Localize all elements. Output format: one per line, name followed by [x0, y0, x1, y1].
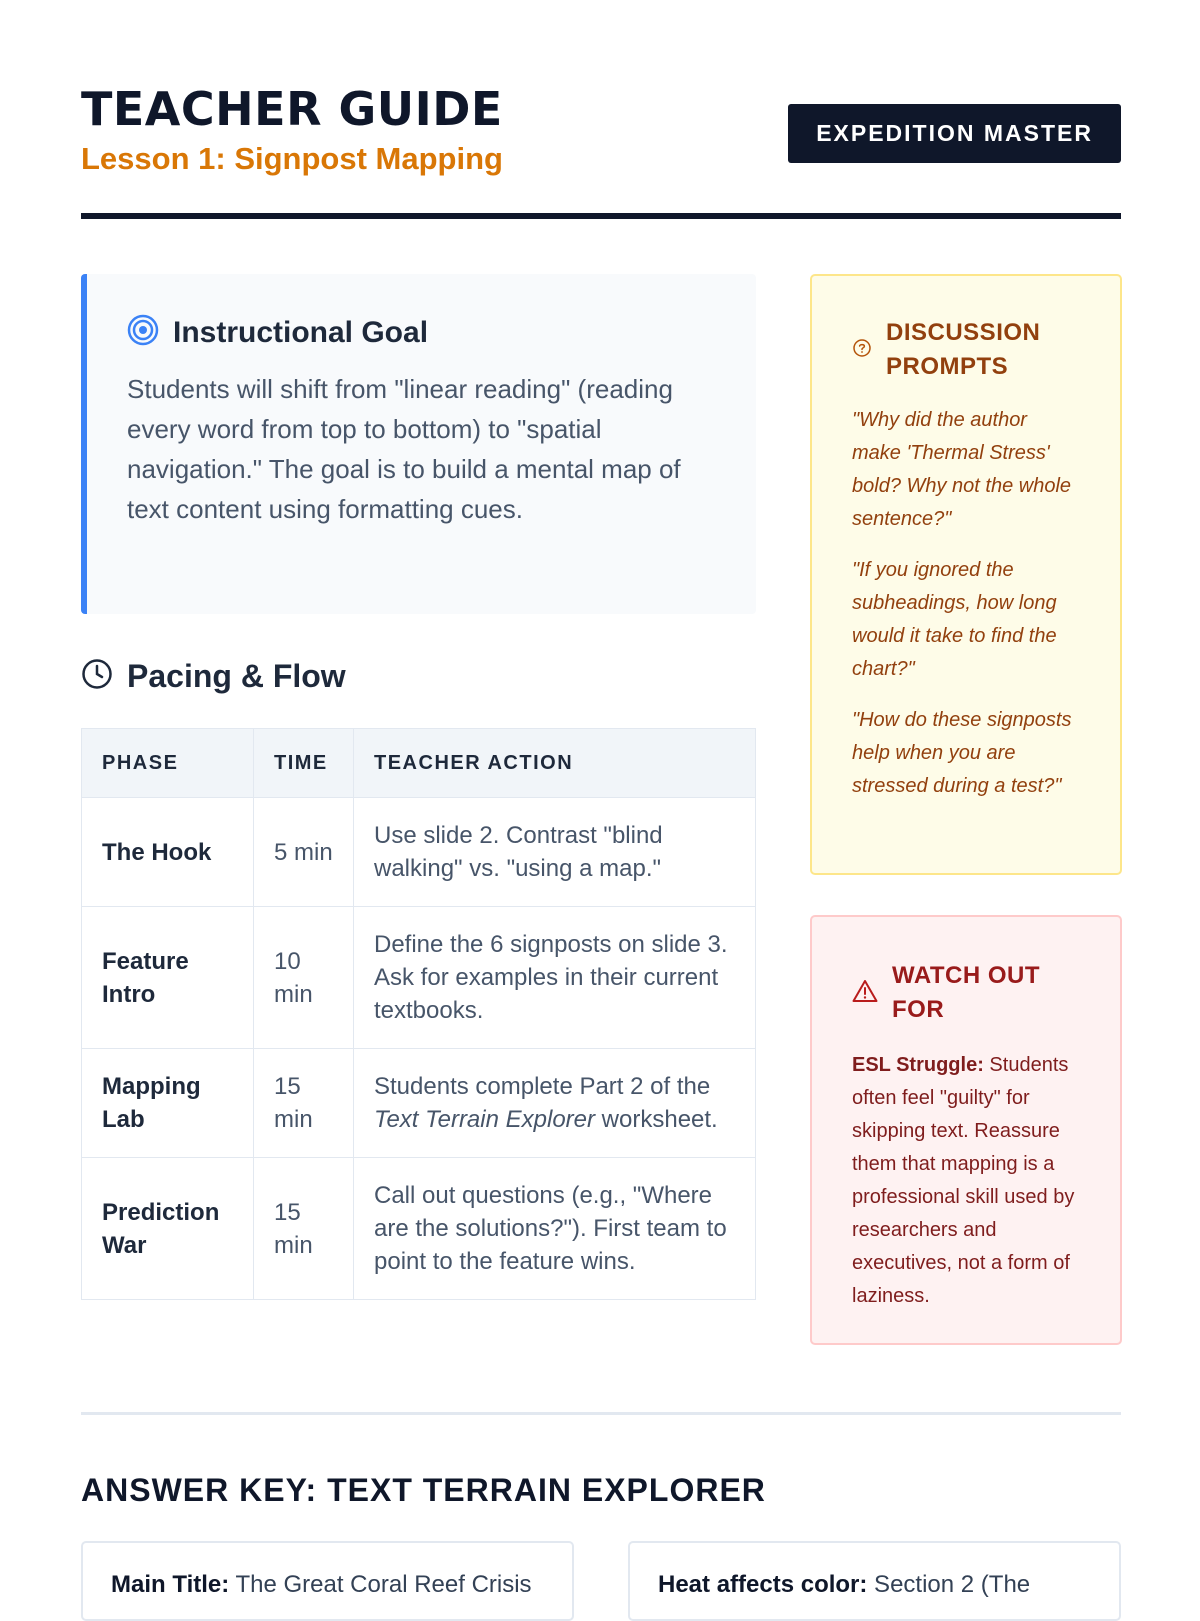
- action-text: worksheet.: [595, 1106, 718, 1133]
- warning-triangle-icon: [852, 979, 878, 1008]
- watch-out-header: [852, 959, 1080, 1027]
- section-divider: [81, 1412, 1121, 1415]
- discussion-prompts-header: [852, 316, 1080, 384]
- page-header: [81, 82, 1121, 178]
- pacing-header: [81, 658, 346, 695]
- table-row: [82, 798, 756, 907]
- discussion-prompt: "If you ignored the subheadings, how long would it take to find the chart?": [852, 559, 1057, 680]
- watch-out-panel: [810, 915, 1122, 1345]
- column-header-phase: PHASE: [82, 729, 254, 798]
- phase-cell: Feature Intro: [82, 907, 254, 1049]
- answer-label: Main Title:: [111, 1571, 230, 1598]
- lesson-subtitle: Lesson 1: Signpost Mapping: [81, 141, 503, 176]
- esl-struggle-label: ESL Struggle:: [852, 1054, 984, 1076]
- column-header-time: TIME: [254, 729, 354, 798]
- pacing-table: [81, 728, 756, 1300]
- instructional-goal-heading: Instructional Goal: [173, 315, 429, 349]
- action-cell: [354, 1049, 756, 1158]
- phase-cell: Mapping Lab: [82, 1049, 254, 1158]
- table-row: [82, 1158, 756, 1300]
- column-header-teacher-action: TEACHER ACTION: [354, 729, 756, 798]
- instructional-goal-header: [127, 314, 716, 351]
- action-cell: Use slide 2. Contrast "blind walking" vs. "using a map.": [354, 798, 756, 907]
- discussion-prompt: "How do these signposts help when you are stressed during a test?": [852, 709, 1072, 797]
- phase-cell: The Hook: [82, 798, 254, 907]
- action-cell: Call out questions (e.g., "Where are the solutions?"). First team to point to the feature wins.: [354, 1158, 756, 1300]
- action-cell: Define the 6 signposts on slide 3. Ask for examples in their current textbooks.: [354, 907, 756, 1049]
- answer-value: Section 2 (The: [867, 1571, 1031, 1598]
- answer-key-title: ANSWER KEY: TEXT TERRAIN EXPLORER: [81, 1472, 766, 1508]
- expedition-master-badge: EXPEDITION MASTER: [788, 104, 1121, 163]
- answer-label: Heat affects color:: [658, 1571, 868, 1598]
- discussion-prompt: "Why did the author make 'Thermal Stress' bold? Why not the whole sentence?": [852, 409, 1072, 530]
- clock-icon: [81, 658, 113, 695]
- page-title: TEACHER GUIDE: [81, 82, 503, 136]
- action-text: Students complete Part 2 of the: [374, 1073, 711, 1100]
- answer-key-card: [628, 1541, 1121, 1621]
- discussion-prompts-heading: DISCUSSION PROMPTS: [886, 319, 1041, 380]
- pacing-heading: Pacing & Flow: [127, 658, 346, 694]
- instructional-goal-panel: [81, 274, 756, 614]
- time-cell: 5 min: [254, 798, 354, 907]
- watch-out-heading: WATCH OUT FOR: [892, 962, 1041, 1023]
- phase-cell: Prediction War: [82, 1158, 254, 1300]
- time-cell: 15 min: [254, 1158, 354, 1300]
- target-icon: [127, 314, 159, 351]
- question-circle-icon: [852, 338, 872, 363]
- instructional-goal-text: Students will shift from "linear reading" (reading every word from top to bottom) to "spatial navigation." The goal is to build a mental map of text content using formatting cues.: [127, 374, 681, 524]
- table-row: [82, 1049, 756, 1158]
- time-cell: 15 min: [254, 1049, 354, 1158]
- watch-out-body: Students often feel "guilty" for skipping text. Reassure them that mapping is a professional skill used by researchers and executives, not a form of laziness.: [852, 1054, 1075, 1307]
- header-divider: [81, 213, 1121, 219]
- worksheet-title: Text Terrain Explorer: [374, 1106, 595, 1133]
- table-header-row: [82, 729, 756, 798]
- time-cell: 10 min: [254, 907, 354, 1049]
- watch-out-text: [852, 1049, 1080, 1313]
- answer-key-card: [81, 1541, 574, 1621]
- table-row: [82, 907, 756, 1049]
- answer-value: The Great Coral Reef Crisis: [229, 1571, 532, 1598]
- discussion-prompts-panel: [810, 274, 1122, 875]
